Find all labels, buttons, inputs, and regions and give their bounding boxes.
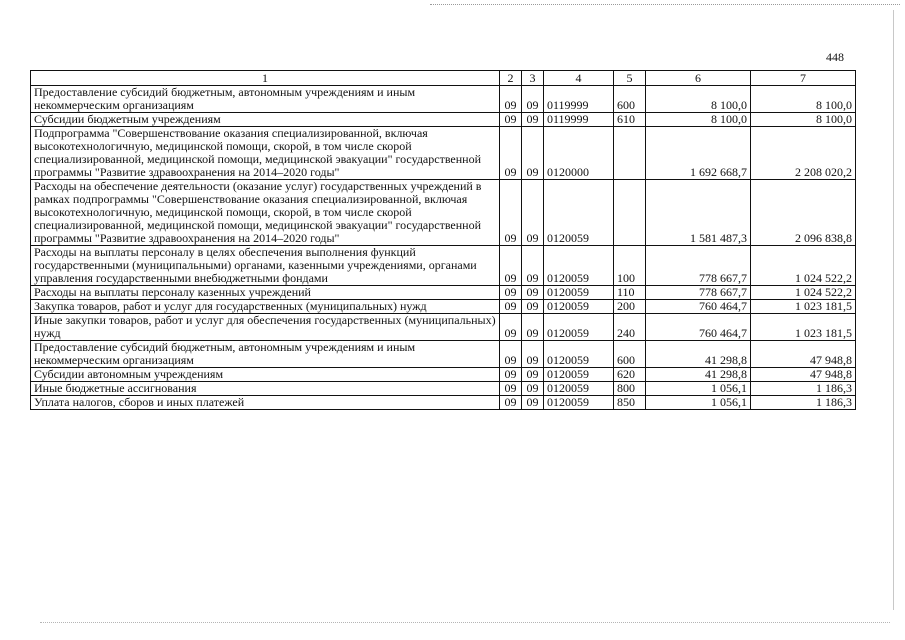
row-subsection: 09 [522,86,544,113]
row-name: Расходы на выплаты персоналу в целях обеспечения выполнения функций государственными (муниципальными) органами, казенными учреждениями, органами управления государственными внебюджетными фондами [31,246,500,286]
row-target-article: 0120059 [544,286,614,300]
table-row [31,86,856,113]
row-amount-2: 1 023 181,5 [751,300,856,314]
row-amount-1: 8 100,0 [646,113,751,127]
row-amount-2: 2 096 838,8 [751,180,856,246]
row-section: 09 [500,286,522,300]
row-name: Подпрограмма "Совершенствование оказания специализированной, включая высокотехнологичную, медицинской помощи, скорой, в том числе скорой специализированной, медицинской помощи, медицинской эвакуации" государственной программы "Развитие здравоохранения на 2014–2020 годы" [31,127,500,180]
row-amount-1: 760 464,7 [646,314,751,341]
row-expense-type: 620 [614,368,646,382]
row-subsection: 09 [522,300,544,314]
scan-edge-right [893,10,894,610]
row-expense-type: 850 [614,396,646,410]
row-target-article: 0120000 [544,127,614,180]
table-row [31,341,856,368]
row-expense-type: 600 [614,341,646,368]
row-amount-1: 760 464,7 [646,300,751,314]
row-section: 09 [500,180,522,246]
row-subsection: 09 [522,382,544,396]
row-subsection: 09 [522,127,544,180]
row-target-article: 0120059 [544,382,614,396]
row-target-article: 0120059 [544,341,614,368]
row-target-article: 0120059 [544,314,614,341]
row-section: 09 [500,368,522,382]
row-expense-type: 800 [614,382,646,396]
row-target-article: 0120059 [544,368,614,382]
row-subsection: 09 [522,286,544,300]
row-section: 09 [500,314,522,341]
row-amount-2: 1 024 522,2 [751,246,856,286]
table-row [31,180,856,246]
row-subsection: 09 [522,341,544,368]
row-name: Субсидии автономным учреждениям [31,368,500,382]
table-row [31,300,856,314]
row-amount-1: 778 667,7 [646,246,751,286]
row-section: 09 [500,246,522,286]
row-section: 09 [500,382,522,396]
row-subsection: 09 [522,396,544,410]
row-amount-2: 8 100,0 [751,86,856,113]
column-header-5: 5 [614,71,646,86]
row-subsection: 09 [522,368,544,382]
table-row [31,113,856,127]
row-section: 09 [500,127,522,180]
row-expense-type: 110 [614,286,646,300]
column-header-4: 4 [544,71,614,86]
scan-edge-bottom [40,622,890,623]
row-amount-1: 41 298,8 [646,341,751,368]
row-amount-1: 8 100,0 [646,86,751,113]
row-amount-2: 2 208 020,2 [751,127,856,180]
row-amount-2: 1 024 522,2 [751,286,856,300]
row-amount-1: 41 298,8 [646,368,751,382]
row-section: 09 [500,300,522,314]
row-amount-1: 1 056,1 [646,396,751,410]
row-name: Иные бюджетные ассигнования [31,382,500,396]
row-section: 09 [500,86,522,113]
column-header-6: 6 [646,71,751,86]
row-expense-type [614,127,646,180]
row-amount-2: 1 186,3 [751,396,856,410]
row-name: Расходы на выплаты персоналу казенных учреждений [31,286,500,300]
row-amount-2: 47 948,8 [751,341,856,368]
row-name: Уплата налогов, сборов и иных платежей [31,396,500,410]
row-amount-2: 8 100,0 [751,113,856,127]
row-amount-1: 1 692 668,7 [646,127,751,180]
column-header-3: 3 [522,71,544,86]
row-expense-type: 100 [614,246,646,286]
row-name: Закупка товаров, работ и услуг для государственных (муниципальных) нужд [31,300,500,314]
table-row [31,246,856,286]
row-subsection: 09 [522,180,544,246]
row-amount-1: 1 581 487,3 [646,180,751,246]
row-amount-1: 778 667,7 [646,286,751,300]
column-header-2: 2 [500,71,522,86]
row-target-article: 0120059 [544,180,614,246]
column-header-7: 7 [751,71,856,86]
table-row [31,127,856,180]
row-expense-type: 200 [614,300,646,314]
row-section: 09 [500,113,522,127]
row-amount-2: 1 023 181,5 [751,314,856,341]
table-row [31,396,856,410]
row-target-article: 0120059 [544,246,614,286]
row-name: Предоставление субсидий бюджетным, автономным учреждениям и иным некоммерческим организациям [31,86,500,113]
row-target-article: 0119999 [544,113,614,127]
row-target-article: 0120059 [544,396,614,410]
header-row [31,71,856,86]
row-name: Субсидии бюджетным учреждениям [31,113,500,127]
table-row [31,368,856,382]
budget-table [30,70,856,410]
column-header-1: 1 [31,71,500,86]
row-expense-type: 600 [614,86,646,113]
row-expense-type: 240 [614,314,646,341]
table-row [31,382,856,396]
table-row [31,286,856,300]
row-amount-2: 1 186,3 [751,382,856,396]
row-section: 09 [500,341,522,368]
row-expense-type: 610 [614,113,646,127]
row-subsection: 09 [522,246,544,286]
row-amount-1: 1 056,1 [646,382,751,396]
row-section: 09 [500,396,522,410]
row-subsection: 09 [522,113,544,127]
scan-edge-top [430,4,900,5]
row-name: Предоставление субсидий бюджетным, автономным учреждениям и иным некоммерческим организациям [31,341,500,368]
row-name: Расходы на обеспечение деятельности (оказание услуг) государственных учреждений в рамках подпрограммы "Совершенствование оказания специализированной, включая высокотехнологичную, медицинской помощи, скорой, в том числе скорой специализированной, медицинской помощи, медицинской эвакуации" государственной программы "Развитие здравоохранения на 2014–2020 годы" [31,180,500,246]
row-target-article: 0120059 [544,300,614,314]
row-subsection: 09 [522,314,544,341]
table-row [31,314,856,341]
row-target-article: 0119999 [544,86,614,113]
page-number: 448 [826,50,844,64]
row-expense-type [614,180,646,246]
row-amount-2: 47 948,8 [751,368,856,382]
row-name: Иные закупки товаров, работ и услуг для обеспечения государственных (муниципальных) нужд [31,314,500,341]
